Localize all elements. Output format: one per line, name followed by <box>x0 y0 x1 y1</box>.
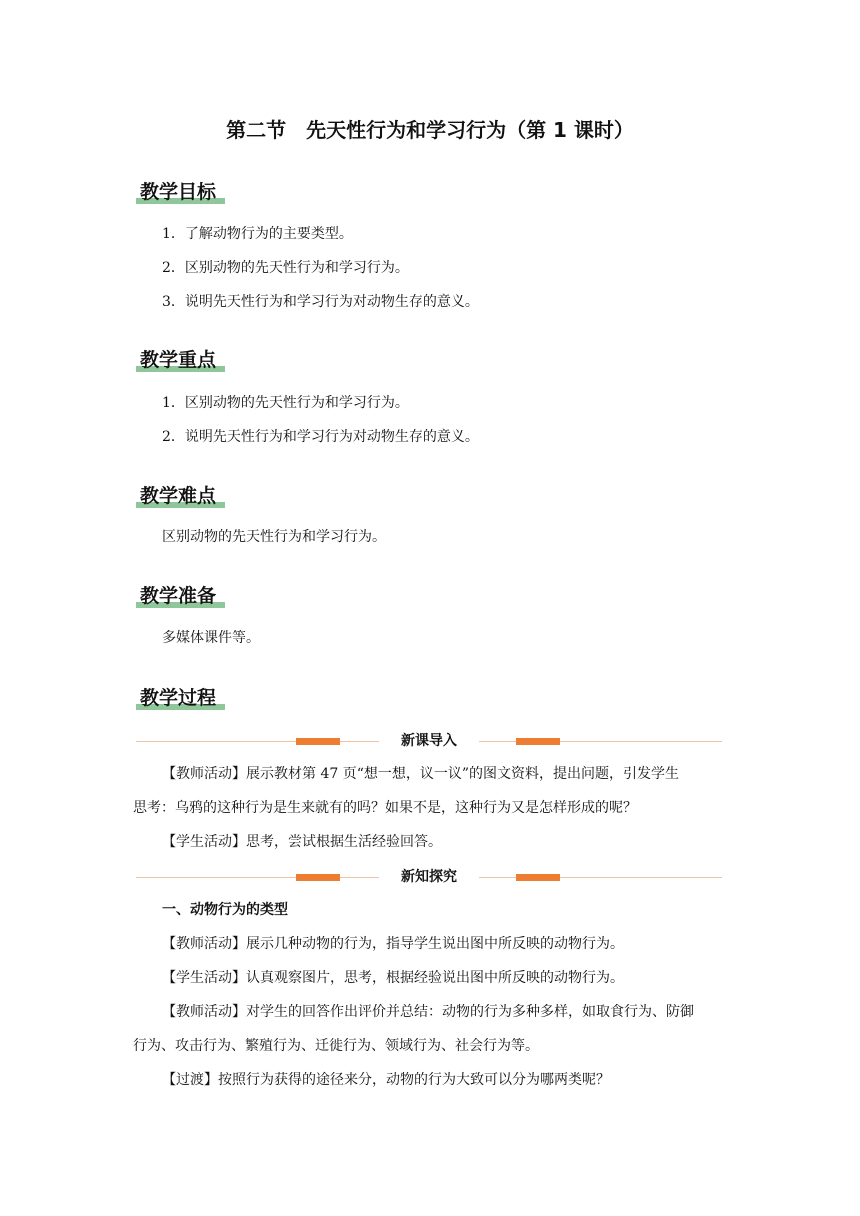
preparation-text: 多媒体课件等。 <box>162 630 260 646</box>
divider-block-right <box>516 874 560 881</box>
key-point-item-1: 1．区别动物的先天性行为和学习行为。 <box>162 395 409 411</box>
section-heading-text: 教学准备 <box>140 585 217 607</box>
document-title: 第二节 先天性行为和学习行为（第 1 课时） <box>226 118 634 142</box>
intro-paragraph-1-line-1: 【教师活动】展示教材第 47 页“想一想，议一议”的图文资料，提出问题，引发学生 <box>162 766 680 782</box>
explore-paragraph-2: 【学生活动】认真观察图片，思考，根据经验说出图中所反映的动物行为。 <box>162 970 624 986</box>
goal-item-2: 2．区别动物的先天性行为和学习行为。 <box>162 260 409 276</box>
section-heading-text: 教学重点 <box>140 349 217 371</box>
divider-label: 新课导入 <box>379 729 479 753</box>
section-heading-text: 教学难点 <box>140 485 217 507</box>
explore-paragraph-3-line-1: 【教师活动】对学生的回答作出评价并总结：动物的行为多种多样，如取食行为、防御 <box>162 1004 694 1020</box>
explore-paragraph-4: 【过渡】按照行为获得的途径来分，动物的行为大致可以分为哪两类呢？ <box>162 1072 610 1088</box>
intro-paragraph-1-line-2: 思考：乌鸦的这种行为是生来就有的吗？如果不是，这种行为又是怎样形成的呢？ <box>133 800 637 816</box>
explore-paragraph-1: 【教师活动】展示几种动物的行为，指导学生说出图中所反映的动物行为。 <box>162 936 624 952</box>
divider-block-right <box>516 738 560 745</box>
divider-block-left <box>296 874 340 881</box>
explore-paragraph-3-line-2: 行为、攻击行为、繁殖行为、迁徙行为、领域行为、社会行为等。 <box>133 1038 539 1054</box>
key-point-item-2: 2．说明先天性行为和学习行为对动物生存的意义。 <box>162 429 479 445</box>
divider-intro <box>136 735 722 749</box>
intro-paragraph-2: 【学生活动】思考，尝试根据生活经验回答。 <box>162 834 442 850</box>
divider-explore <box>136 871 722 885</box>
section-heading-text: 教学目标 <box>140 181 217 203</box>
explore-subheading: 一、动物行为的类型 <box>162 902 288 918</box>
difficulty-text: 区别动物的先天性行为和学习行为。 <box>162 529 386 545</box>
section-heading-text: 教学过程 <box>140 687 217 709</box>
divider-label: 新知探究 <box>379 865 479 889</box>
goal-item-1: 1．了解动物行为的主要类型。 <box>162 226 353 242</box>
divider-block-left <box>296 738 340 745</box>
goal-item-3: 3．说明先天性行为和学习行为对动物生存的意义。 <box>162 294 479 310</box>
